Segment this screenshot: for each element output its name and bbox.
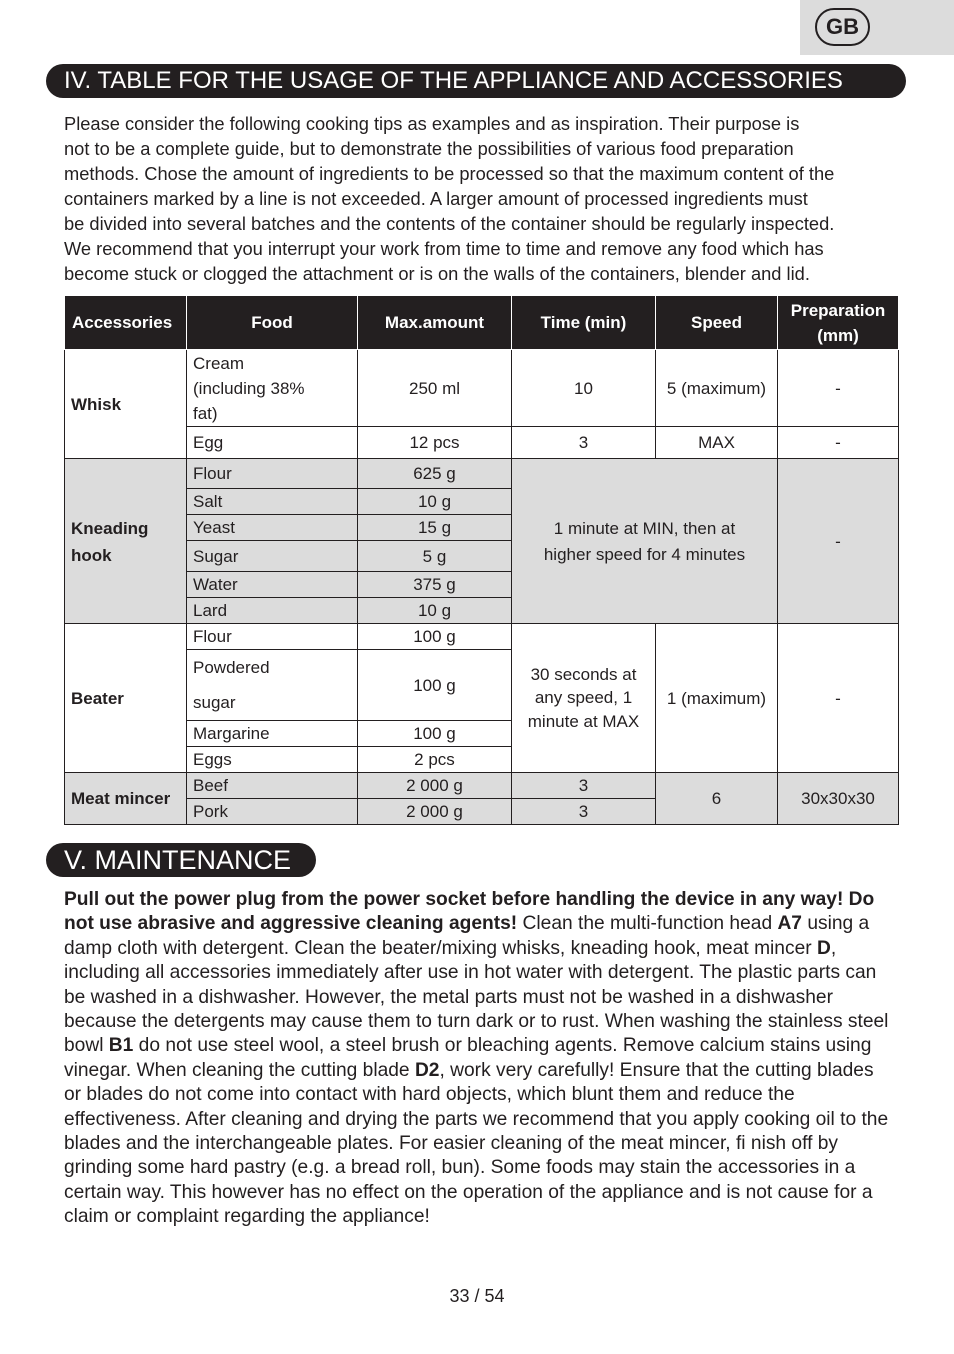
table-row	[65, 350, 899, 427]
maintenance-paragraph	[64, 888, 894, 1230]
accessory-beater: Beater	[65, 624, 187, 773]
intro-paragraph	[64, 111, 894, 286]
time-cell: 30 seconds at any speed, 1 minute at MAX	[512, 624, 656, 773]
food-cell: Flour	[187, 459, 358, 489]
food-cell: Salt	[187, 489, 358, 515]
time-cell: 3	[512, 773, 656, 799]
intro-line: not to be a complete guide, but to demonstrate the possibilities of various food preparation	[64, 138, 794, 159]
time-cell: 3	[512, 799, 656, 825]
food-cell: Lard	[187, 598, 358, 624]
part-reference: D	[816, 937, 831, 959]
food-cell: Beef	[187, 773, 358, 799]
food-cell: Yeast	[187, 515, 358, 541]
intro-line: containers marked by a line is not exceeded. A larger amount of processed ingredients must	[64, 188, 808, 209]
amount-cell: 12 pcs	[358, 427, 512, 459]
section-4-title: IV. TABLE FOR THE USAGE OF THE APPLIANCE AND ACCESSORIES	[46, 64, 906, 98]
table-header-row	[65, 296, 899, 350]
amount-cell: 250 ml	[358, 350, 512, 427]
language-badge: GB	[815, 8, 870, 46]
header-preparation: Preparation (mm)	[778, 296, 899, 350]
header-food: Food	[187, 296, 358, 350]
intro-line: Please consider the following cooking tips as examples and as inspiration. Their purpose is	[64, 113, 800, 134]
header-accessories: Accessories	[65, 296, 187, 350]
food-cell: Pork	[187, 799, 358, 825]
prep-cell: -	[778, 350, 899, 427]
table-row	[65, 624, 899, 650]
food-cell: Sugar	[187, 541, 358, 572]
time-cell: 10	[512, 350, 656, 427]
page-number: 33 / 54	[449, 1286, 505, 1306]
maintenance-text	[64, 888, 894, 1230]
food-label: Powdered sugar	[193, 658, 270, 712]
amount-cell: 10 g	[358, 598, 512, 624]
table-row	[65, 459, 899, 489]
amount-cell: 625 g	[358, 459, 512, 489]
text-run: do not use steel wool, a steel brush or bleaching agents. Remove calcium stains using vinegar. When cleaning the cutting blade	[64, 1035, 872, 1081]
amount-cell: 375 g	[358, 572, 512, 598]
prep-cell: -	[778, 624, 899, 773]
prep-cell: -	[778, 459, 899, 624]
amount-cell: 2 000 g	[358, 799, 512, 825]
amount-cell: 100 g	[358, 721, 512, 747]
table-row	[65, 773, 899, 799]
intro-line: become stuck or clogged the attachment or is on the walls of the containers, blender and lid.	[64, 263, 810, 284]
accessory-whisk: Whisk	[65, 350, 187, 459]
maintenance-warning: Pull out the power plug from the power socket before handling the device in any way! Do not use abrasive and aggressive cleaning agents!	[64, 889, 875, 935]
intro-line: methods. Chose the amount of ingredients to be processed so that the maximum content of the	[64, 163, 835, 184]
header-speed: Speed	[656, 296, 778, 350]
amount-cell: 100 g	[358, 650, 512, 721]
food-cell: Cream (including 38% fat)	[187, 350, 358, 427]
food-cell: Water	[187, 572, 358, 598]
accessory-kneading-hook	[65, 459, 187, 624]
text-run: , including all accessories immediately after use in hot water with detergent. The plastic parts can be washed in a dishwasher. However, the metal parts must not be washed in a dishwasher because the detergents may cause them to turn dark or to rust. When washing the stainless steel bowl	[64, 937, 889, 1057]
usage-table	[64, 295, 899, 825]
food-cell	[187, 650, 358, 721]
amount-cell: 2 pcs	[358, 747, 512, 773]
accessory-label: Kneading hook	[71, 519, 149, 565]
text-run: using a damp cloth with detergent. Clean the beater/mixing whisks, kneading hook, meat mincer	[64, 913, 870, 959]
food-cell: Margarine	[187, 721, 358, 747]
amount-cell: 2 000 g	[358, 773, 512, 799]
amount-cell: 10 g	[358, 489, 512, 515]
intro-line: We recommend that you interrupt your work from time to time and remove any food which has	[64, 238, 824, 259]
header-time: Time (min)	[512, 296, 656, 350]
prep-cell: 30x30x30	[778, 773, 899, 825]
amount-cell: 5 g	[358, 541, 512, 572]
header-max-amount: Max.amount	[358, 296, 512, 350]
speed-cell: 1 (maximum)	[656, 624, 778, 773]
part-reference: A7	[777, 913, 802, 935]
table-row	[65, 427, 899, 459]
intro-line: be divided into several batches and the contents of the container should be regularly inspected.	[64, 213, 835, 234]
food-cell: Egg	[187, 427, 358, 459]
section-5-title: V. MAINTENANCE	[46, 843, 316, 877]
part-reference: D2	[414, 1059, 440, 1081]
speed-cell: 5 (maximum)	[656, 350, 778, 427]
text-run: , work very carefully! Ensure that the cutting blades or blades do not come into contact with hard objects, which blunt them and reduce the effectiveness. After cleaning and drying the parts we recommend that you apply cooking oil to the blades and the interchangeable plates. For easier cleaning of the meat mincer, fi nish off by grinding some hard pastry (e.g. a bread roll, bun). Some foods may stain the accessories in a certain way. This however has no effect on the operation of the appliance and is not cause for a claim or complaint regarding the appliance!	[64, 1059, 889, 1228]
part-reference: B1	[108, 1035, 134, 1057]
time-cell: 3	[512, 427, 656, 459]
text-run: Clean the multi-function head	[517, 913, 778, 935]
speed-cell: 6	[656, 773, 778, 825]
food-cell: Flour	[187, 624, 358, 650]
amount-cell: 15 g	[358, 515, 512, 541]
accessory-meat-mincer: Meat mincer	[65, 773, 187, 825]
speed-cell: MAX	[656, 427, 778, 459]
amount-cell: 100 g	[358, 624, 512, 650]
time-cell: 1 minute at MIN, then at higher speed for 4 minutes	[512, 459, 778, 624]
food-cell: Eggs	[187, 747, 358, 773]
prep-cell: -	[778, 427, 899, 459]
